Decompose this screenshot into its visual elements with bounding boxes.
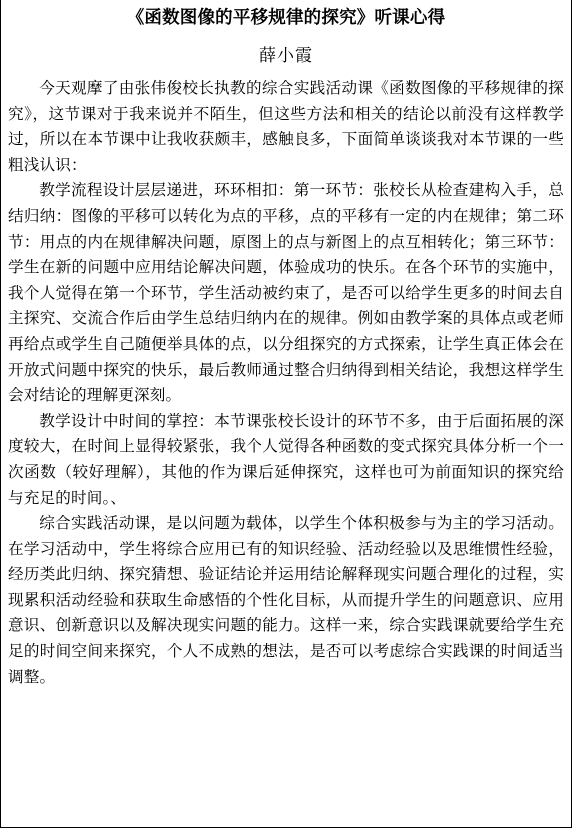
paragraph-practice-activity: 综合实践活动课，是以问题为载体，以学生个体积极参与为主的学习活动。在学习活动中，学生将综合应用已有的知识经验、活动经验以及思维惯性经验，经历类此归纳、探究猜想、验证结论并运用结论解释现实问题合理化的过程，实现累积活动经验和获取生命感悟的个性化目标，从而提升学生的问题意识、应用意识、创新意识以及解决现实问题的能力。这样一来，综合实践课就要给学生充足的时间空间来探究，个人不成熟的想法，是否可以考虑综合实践课的时间适当调整。 [8, 514, 564, 686]
paragraph-intro: 今天观摩了由张伟俊校长执教的综合实践活动课《函数图像的平移规律的探究》，这节课对于我来说并不陌生，但这些方法和相关的结论以前没有这样教学过，所以在本节课中让我收获颇丰，感触良多，下面简单谈谈我对本节课的一些粗浅认识： [8, 79, 564, 174]
paragraph-time-control: 教学设计中时间的掌控：本节课张校长设计的环节不多，由于后面拓展的深度较大，在时间上显得较紧张，我个人觉得各种函数的变式探究具体分析一个一次函数（较好理解），其他的作为课后延伸探究，这样也可为前面知识的探究给与充足的时间。、 [8, 411, 564, 507]
document-author: 薛小霞 [259, 46, 313, 66]
paragraph-teaching-flow: 教学流程设计层层递进，环环相扣：第一环节：张校长从检查建构入手，总结归纳：图像的平移可以转化为点的平移，点的平移有一定的内在规律；第二环节：用点的内在规律解决问题，原图上的点与新图上的点互相转化；第三环节：学生在新的问题中应用结论解决问题，体验成功的快乐。在各个环节的实施中，我个人觉得在第一个环节，学生活动被约束了，是否可以给学生更多的时间去自主探究、交流合作后由学生总结归纳内在的规律。例如由教学案的具体点或老师再给点或学生自己随便举具体的点，以分组探究的方式探索，让学生真正体会在开放式问题中探究的快乐，最后教师通过整合归纳得到相关结论，我想这样学生会对结论的理解更深刻。 [8, 181, 564, 405]
document-title: 《函数图像的平移规律的探究》听课心得 [126, 8, 446, 28]
